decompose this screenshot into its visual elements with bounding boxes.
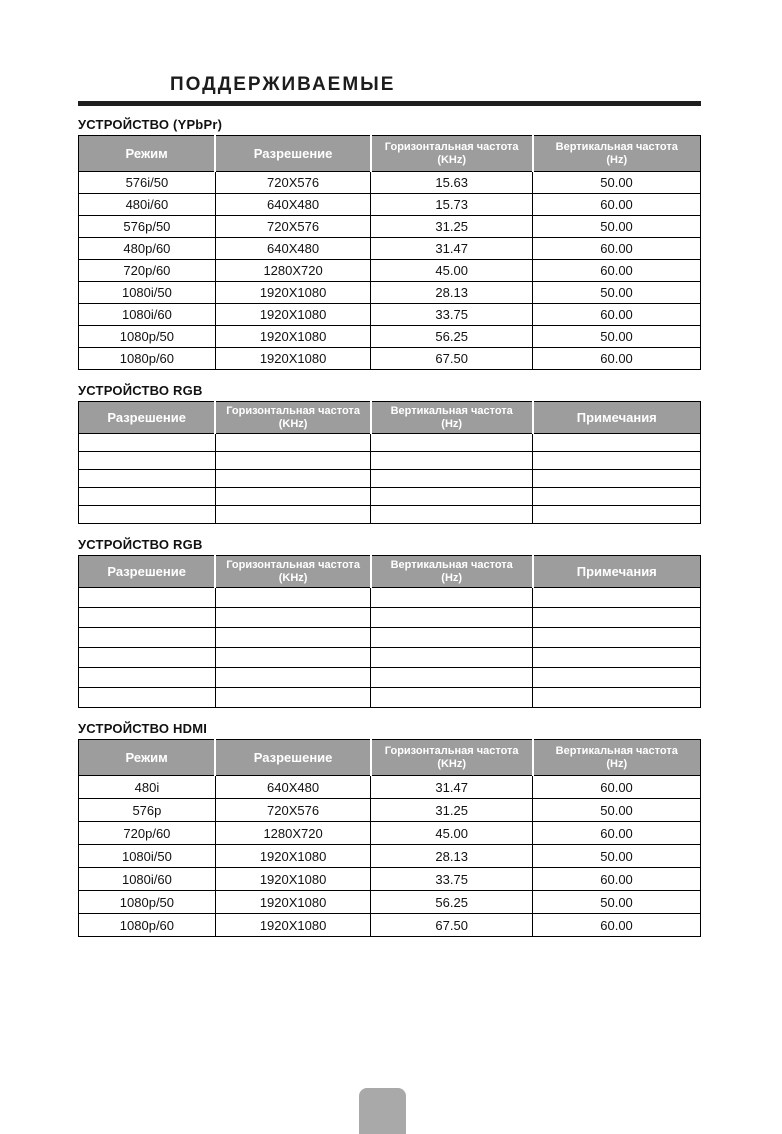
table-cell: 60.00 [533,304,701,326]
table-cell [533,506,701,524]
table-cell: 1920X1080 [215,282,371,304]
table-cell: 33.75 [371,868,533,891]
table-cell [533,588,701,608]
table-cell [371,588,533,608]
table-cell: 720X576 [215,172,371,194]
table-cell: 480p/60 [79,238,216,260]
table-cell: 576i/50 [79,172,216,194]
table-cell [215,452,371,470]
table-row [79,470,701,488]
table-cell: 56.25 [371,891,533,914]
table-cell [79,434,216,452]
table-cell: 50.00 [533,799,701,822]
table-cell: 50.00 [533,216,701,238]
table-cell: 50.00 [533,845,701,868]
table-cell: 31.25 [371,216,533,238]
table-cell [371,434,533,452]
table-cell: 31.47 [371,776,533,799]
table-row [79,822,701,845]
column-header: Разрешение [79,402,216,434]
table-cell: 1920X1080 [215,868,371,891]
table-cell: 67.50 [371,348,533,370]
table-cell [371,488,533,506]
table-cell: 60.00 [533,194,701,216]
table-cell [215,688,371,708]
table-cell [371,668,533,688]
column-header: Примечания [533,402,701,434]
table-header-row [79,740,701,776]
table-cell: 576p [79,799,216,822]
rgb-modes-table-1 [78,401,701,524]
table-header-row [79,556,701,588]
table-row [79,282,701,304]
table-cell [79,506,216,524]
table-row [79,238,701,260]
table-header-row [79,136,701,172]
table-cell [215,506,371,524]
table-cell [371,688,533,708]
table-row [79,688,701,708]
table-cell [215,608,371,628]
table-cell: 31.25 [371,799,533,822]
table-cell [371,648,533,668]
table-cell: 1080p/60 [79,914,216,937]
table-row [79,845,701,868]
table-cell [533,688,701,708]
table-cell [371,608,533,628]
page-title: ПОДДЕРЖИВАЕМЫЕ [170,74,396,95]
section-ypbpr [78,117,701,370]
table-cell [533,608,701,628]
table-cell: 1920X1080 [215,326,371,348]
table-row [79,506,701,524]
table-cell: 60.00 [533,776,701,799]
table-row [79,304,701,326]
table-cell [79,608,216,628]
table-row [79,172,701,194]
section-label-hdmi: УСТРОЙСТВО HDMI [78,721,208,736]
column-header: Горизонтальная частота (KHz) [215,556,371,588]
table-cell: 50.00 [533,282,701,304]
table-cell: 67.50 [371,914,533,937]
table-row [79,326,701,348]
table-cell: 56.25 [371,326,533,348]
column-header: Примечания [533,556,701,588]
rgb-modes-table-2 [78,555,701,708]
table-header-row [79,402,701,434]
column-header: Вертикальная частота (Hz) [371,556,533,588]
table-cell: 60.00 [533,238,701,260]
table-row [79,668,701,688]
table-cell [79,588,216,608]
section-hdmi [78,721,701,937]
table-cell: 1920X1080 [215,348,371,370]
table-cell [215,488,371,506]
column-header: Горизонтальная частота (KHz) [371,136,533,172]
table-cell: 1920X1080 [215,845,371,868]
table-cell [371,470,533,488]
table-cell: 1280X720 [215,822,371,845]
table-cell: 576p/50 [79,216,216,238]
table-cell [79,688,216,708]
table-cell [79,452,216,470]
table-cell [533,434,701,452]
table-cell: 15.73 [371,194,533,216]
table-cell: 31.47 [371,238,533,260]
table-cell: 1080i/50 [79,845,216,868]
table-cell [533,648,701,668]
table-row [79,891,701,914]
table-cell: 480i/60 [79,194,216,216]
table-cell: 1080p/50 [79,326,216,348]
table-cell [215,668,371,688]
table-cell [533,452,701,470]
table-cell [533,488,701,506]
table-row [79,608,701,628]
page-number-tab [359,1088,406,1134]
table-cell: 720X576 [215,216,371,238]
table-row [79,216,701,238]
table-cell [533,470,701,488]
table-row [79,348,701,370]
table-cell: 1920X1080 [215,304,371,326]
table-cell [79,628,216,648]
section-rgb-2 [78,537,701,708]
table-row [79,868,701,891]
table-cell: 1080i/60 [79,304,216,326]
table-row [79,452,701,470]
table-cell: 45.00 [371,260,533,282]
table-cell: 720p/60 [79,260,216,282]
table-cell [371,628,533,648]
table-cell [215,628,371,648]
section-label-rgb-1: УСТРОЙСТВО RGB [78,383,203,398]
column-header: Горизонтальная частота (KHz) [371,740,533,776]
table-cell [215,588,371,608]
table-cell [533,628,701,648]
table-cell: 1920X1080 [215,891,371,914]
table-cell: 1080i/50 [79,282,216,304]
table-cell: 45.00 [371,822,533,845]
table-cell: 1080p/50 [79,891,216,914]
table-row [79,434,701,452]
table-cell: 50.00 [533,891,701,914]
table-cell [371,452,533,470]
table-cell [79,668,216,688]
table-cell: 50.00 [533,172,701,194]
table-cell: 60.00 [533,260,701,282]
column-header: Вертикальная частота (Hz) [371,402,533,434]
table-cell: 1920X1080 [215,914,371,937]
table-row [79,799,701,822]
table-cell: 480i [79,776,216,799]
section-rgb-1 [78,383,701,524]
table-cell [79,488,216,506]
table-cell [215,470,371,488]
table-row [79,488,701,506]
table-cell: 1280X720 [215,260,371,282]
column-header: Разрешение [215,136,371,172]
table-cell [79,470,216,488]
table-row [79,194,701,216]
table-cell: 33.75 [371,304,533,326]
table-cell: 60.00 [533,822,701,845]
table-cell: 50.00 [533,326,701,348]
section-label-ypbpr: УСТРОЙСТВО (YPbPr) [78,117,223,132]
table-cell: 720p/60 [79,822,216,845]
column-header: Разрешение [215,740,371,776]
column-header: Режим [79,136,216,172]
table-cell: 15.63 [371,172,533,194]
table-cell [533,668,701,688]
table-cell: 1080p/60 [79,348,216,370]
table-cell: 60.00 [533,348,701,370]
column-header: Вертикальная частота (Hz) [533,740,701,776]
column-header: Разрешение [79,556,216,588]
page-content [78,74,701,950]
table-cell [371,506,533,524]
table-cell: 28.13 [371,845,533,868]
section-label-rgb-2: УСТРОЙСТВО RGB [78,537,203,552]
table-cell: 28.13 [371,282,533,304]
table-row [79,588,701,608]
table-cell: 640X480 [215,238,371,260]
table-row [79,776,701,799]
title-rule [78,101,701,106]
table-cell [79,648,216,668]
table-row [79,914,701,937]
table-row [79,260,701,282]
table-cell: 720X576 [215,799,371,822]
table-cell: 640X480 [215,776,371,799]
table-row [79,648,701,668]
column-header: Горизонтальная частота (KHz) [215,402,371,434]
column-header: Режим [79,740,216,776]
column-header: Вертикальная частота (Hz) [533,136,701,172]
table-cell: 640X480 [215,194,371,216]
table-cell [215,648,371,668]
hdmi-modes-table [78,739,701,937]
ypbpr-modes-table [78,135,701,370]
table-row [79,628,701,648]
table-cell [215,434,371,452]
table-cell: 60.00 [533,914,701,937]
table-cell: 1080i/60 [79,868,216,891]
table-cell: 60.00 [533,868,701,891]
